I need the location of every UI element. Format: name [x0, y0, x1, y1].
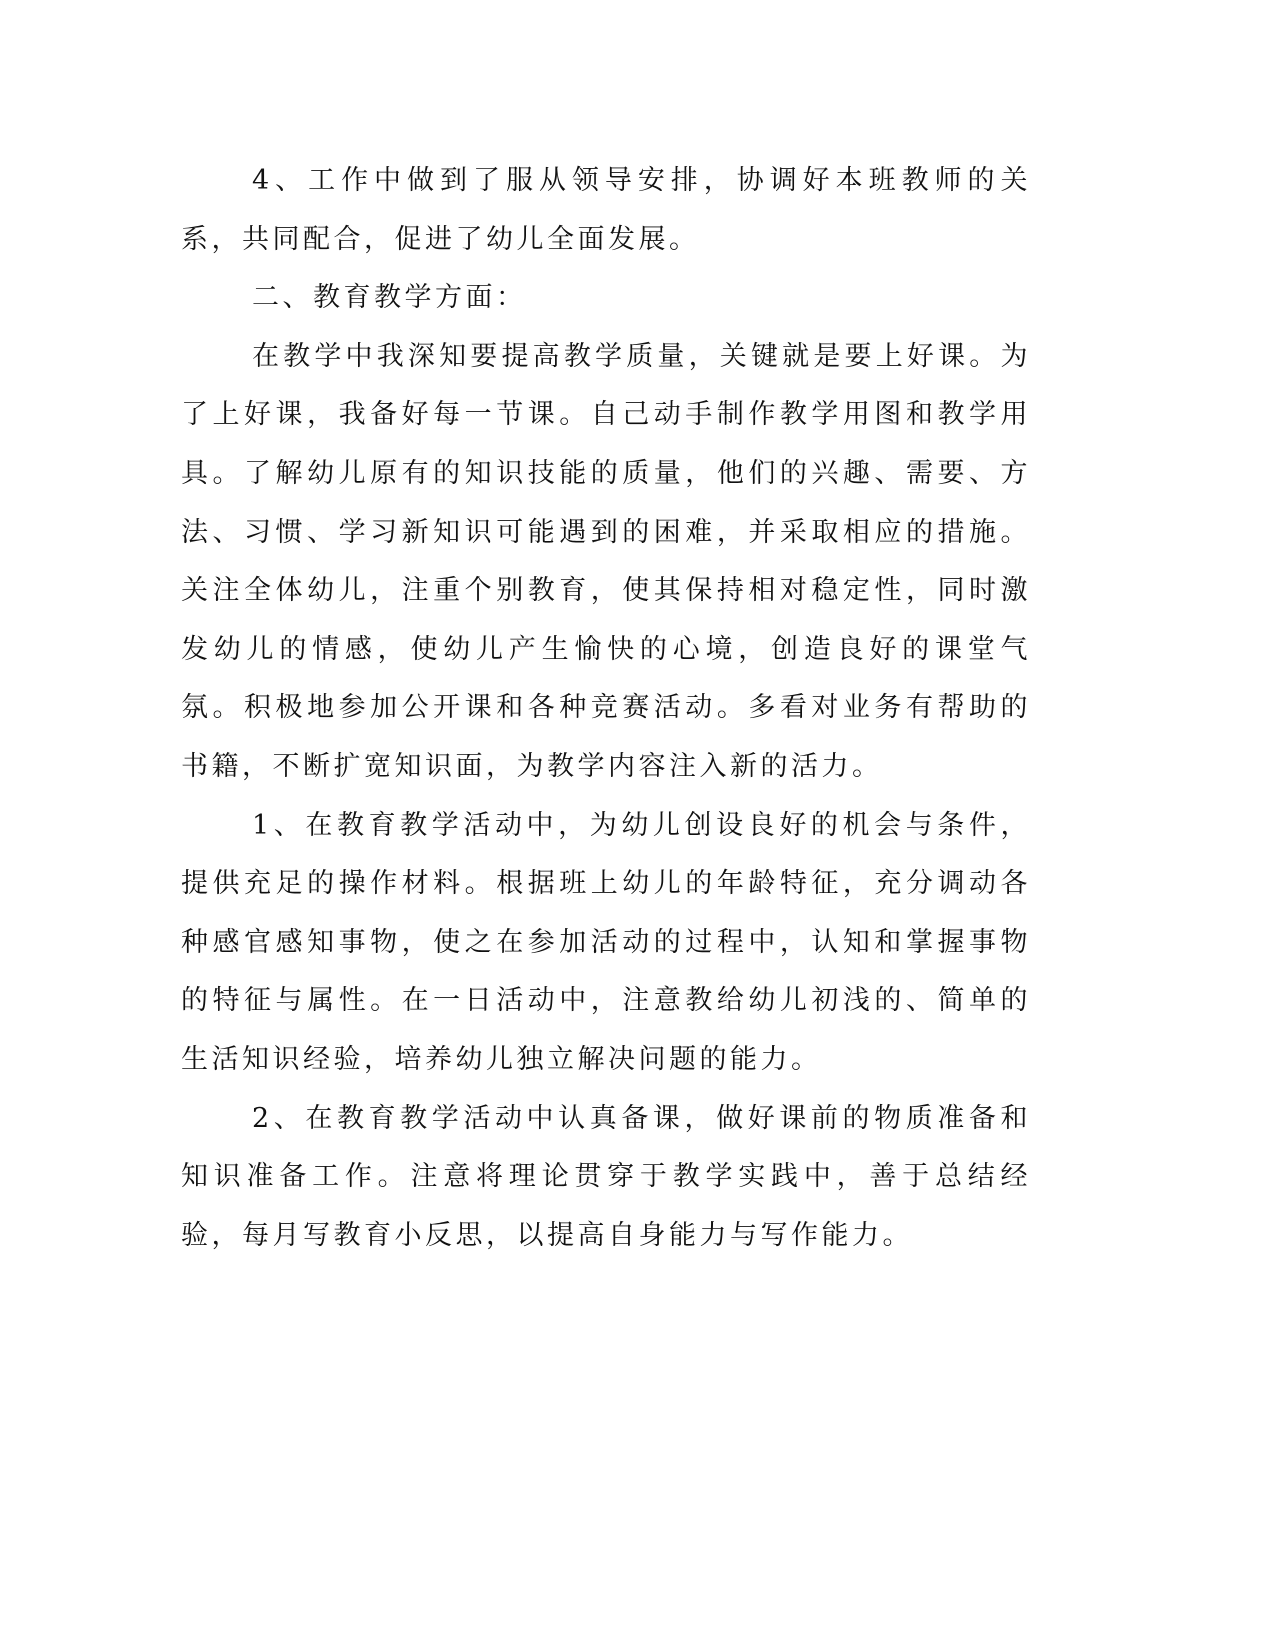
paragraph-item-1: 1、在教育教学活动中，为幼儿创设良好的机会与条件，提供充足的操作材料。根据班上幼儿的年龄特征，充分调动各种感官感知事物，使之在参加活动的过程中，认知和掌握事物的特征与属性。在一日活动中，注意教给幼儿初浅的、简单的生活知识经验，培养幼儿独立解决问题的能力。	[181, 809, 1031, 1075]
paragraph-item-4: 4、工作中做到了服从领导安排，协调好本班教师的关系，共同配合，促进了幼儿全面发展。	[181, 165, 1031, 255]
document-body	[181, 152, 1031, 1265]
paragraph-teaching-overview: 在教学中我深知要提高教学质量，关键就是要上好课。为了上好课，我备好每一节课。自己动手制作教学用图和教学用具。了解幼儿原有的知识技能的质量，他们的兴趣、需要、方法、习惯、学习新知识可能遇到的困难，并采取相应的措施。关注全体幼儿，注重个别教育，使其保持相对稳定性，同时激发幼儿的情感，使幼儿产生愉快的心境，创造良好的课堂气氛。积极地参加公开课和各种竞赛活动。多看对业务有帮助的书籍，不断扩宽知识面，为教学内容注入新的活力。	[181, 340, 1031, 782]
section-heading-teaching: 二、教育教学方面：	[252, 282, 527, 314]
paragraph-item-2: 2、在教育教学活动中认真备课，做好课前的物质准备和知识准备工作。注意将理论贯穿于教学实践中，善于总结经验，每月写教育小反思，以提高自身能力与写作能力。	[181, 1102, 1031, 1251]
